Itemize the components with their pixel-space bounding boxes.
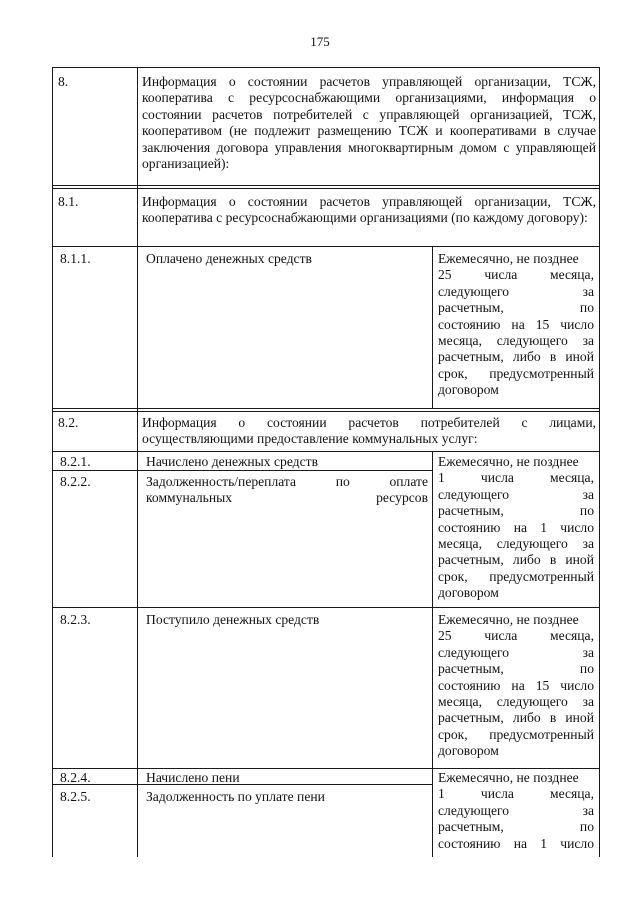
- deadline-cell: Ежемесячно, не позднее 25 числа месяца, следующего за расчетным, по состоянию на 15 число месяца, следующего за расчетным, либо в иной срок, предусмотренный договором: [438, 612, 594, 759]
- deadline-cell: Ежемесячно, не позднее 1 числа месяца, следующего за расчетным, по состоянию на 1 число месяца, следующего за расчетным, либо в иной срок, предусмотренный договором: [438, 454, 594, 601]
- row-number: 8.2.2.: [60, 474, 91, 489]
- row-number: 8.: [58, 74, 69, 89]
- row-text: Поступило денежных средств: [146, 612, 320, 627]
- row-text: Задолженность/переплата по оплате коммунальных ресурсов: [146, 474, 428, 506]
- deadline-cell: Ежемесячно, не позднее 1 числа месяца, следующего за расчетным, по состоянию на 1 число: [438, 770, 594, 851]
- row-number: 8.1.: [58, 194, 79, 209]
- row-text: Информация о состоянии расчетов управляющей организации, ТСЖ, кооператива с ресурсоснабжающими организациями (по каждому договору):: [142, 194, 596, 226]
- row-number: 8.2.: [58, 415, 79, 430]
- row-number: 8.2.5.: [60, 789, 91, 804]
- row-number: 8.1.1.: [60, 251, 91, 266]
- row-text: Начислено пени: [146, 770, 240, 785]
- row-text: Оплачено денежных средств: [146, 251, 312, 266]
- row-text: Информация о состоянии расчетов управляющей организации, ТСЖ, кооператива с ресурсоснабжающими организациями, информация о состоянии расчетов потребителей с управляющей организацией, ТСЖ, кооперативом (не подлежит размещению ТСЖ и кооперативами в случае заключения договора управления многоквартирным домом с управляющей организацией):: [142, 74, 596, 172]
- page-number: 175: [310, 34, 330, 49]
- row-text: Информация о состоянии расчетов потребителей с лицами, осуществляющими предоставление коммунальных услуг:: [142, 415, 596, 447]
- deadline-cell: Ежемесячно, не позднее 25 числа месяца, следующего за расчетным, по состоянию на 15 число месяца, следующего за расчетным, либо в иной срок, предусмотренный договором: [438, 251, 594, 398]
- row-text: Начислено денежных средств: [146, 454, 318, 469]
- row-number: 8.2.1.: [60, 454, 91, 469]
- row-text: Задолженность по уплате пени: [146, 789, 325, 804]
- row-number: 8.2.4.: [60, 770, 91, 785]
- row-number: 8.2.3.: [60, 612, 91, 627]
